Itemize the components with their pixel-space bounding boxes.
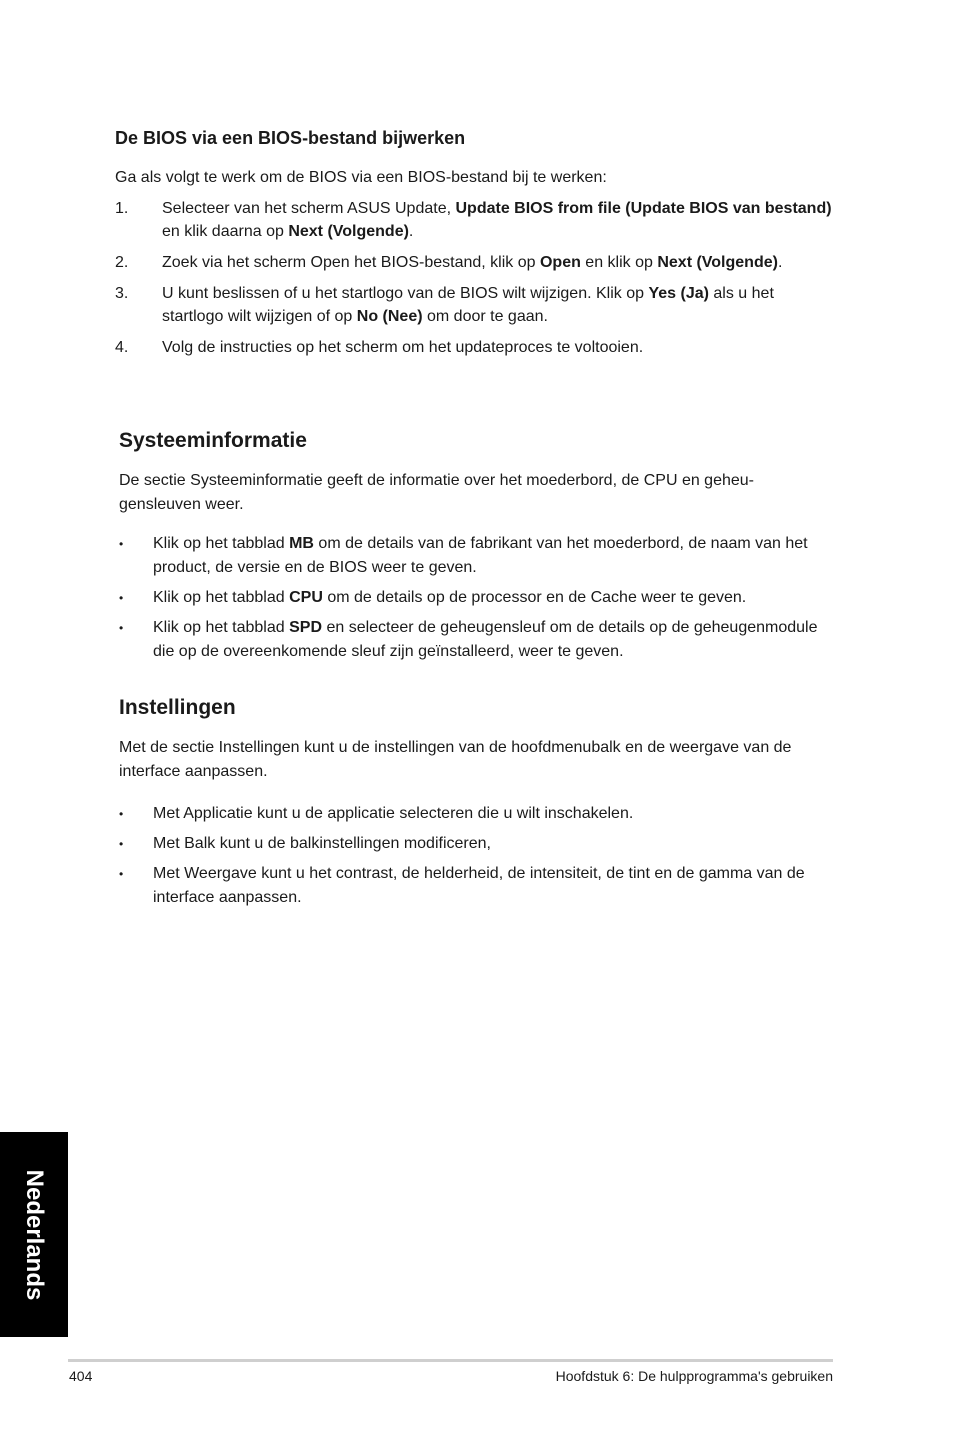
list-item: • Klik op het tabblad MB om de details van de fabrikant van het moederbord, de naam van het product, de versie en de BIOS weer te geven. (119, 535, 808, 576)
language-side-tab (0, 1132, 68, 1337)
steps-list (115, 197, 835, 367)
list-item: 1. Selecteer van het scherm ASUS Update, Update BIOS from file (Update BIOS van bestand) en klik daarna op Next (Volgende). (115, 200, 832, 240)
bullet-list (119, 532, 835, 670)
list-item: • Klik op het tabblad SPD en selecteer de geheugensleuf om de details op de geheugenmodule die op de overeenkomende sleuf zijn geïnstalleerd, weer te geven. (119, 619, 818, 660)
list-item: • Met Applicatie kunt u de applicatie selecteren die u wilt inschakelen. (119, 805, 634, 822)
list-item: 3. U kunt beslissen of u het startlogo van de BIOS wilt wijzigen. Klik op Yes (Ja) als u het startlogo wilt wijzigen of op No (Nee) om door te gaan. (115, 285, 774, 325)
subheading: De BIOS via een BIOS-bestand bijwerken (115, 128, 466, 148)
section-title-instellingen: Instellingen (119, 696, 236, 719)
section-title-systeeminformatie: Systeeminformatie (119, 429, 307, 452)
chapter-title: Hoofdstuk 6: De hulpprogramma's gebruiken (555, 1368, 833, 1384)
list-item: • Met Balk kunt u de balkinstellingen modificeren, (119, 835, 491, 852)
section-paragraph: Met de sectie Instellingen kunt u de instellingen van de hoofdmenubalk en de weergave van de interface aanpassen. (119, 739, 792, 780)
bullet-list (119, 802, 835, 916)
side-tab-label: Nederlands (21, 1169, 48, 1300)
list-item: • Met Weergave kunt u het contrast, de helderheid, de intensiteit, de tint en de gamma van de interface aanpassen. (119, 865, 805, 906)
page-number: 404 (69, 1368, 93, 1384)
footer-divider (68, 1359, 833, 1362)
intro-text: Ga als volgt te werk om de BIOS via een BIOS-bestand bij te werken: (115, 169, 607, 186)
list-item: • Klik op het tabblad CPU om de details op de processor en de Cache weer te geven. (119, 589, 747, 606)
list-item: 4. Volg de instructies op het scherm om het updateproces te voltooien. (115, 339, 644, 356)
section-paragraph: De sectie Systeeminformatie geeft de informatie over het moederbord, de CPU en geheu-gensleuven weer. (119, 472, 754, 513)
list-item: 2. Zoek via het scherm Open het BIOS-bestand, klik op Open en klik op Next (Volgende). (115, 254, 783, 271)
